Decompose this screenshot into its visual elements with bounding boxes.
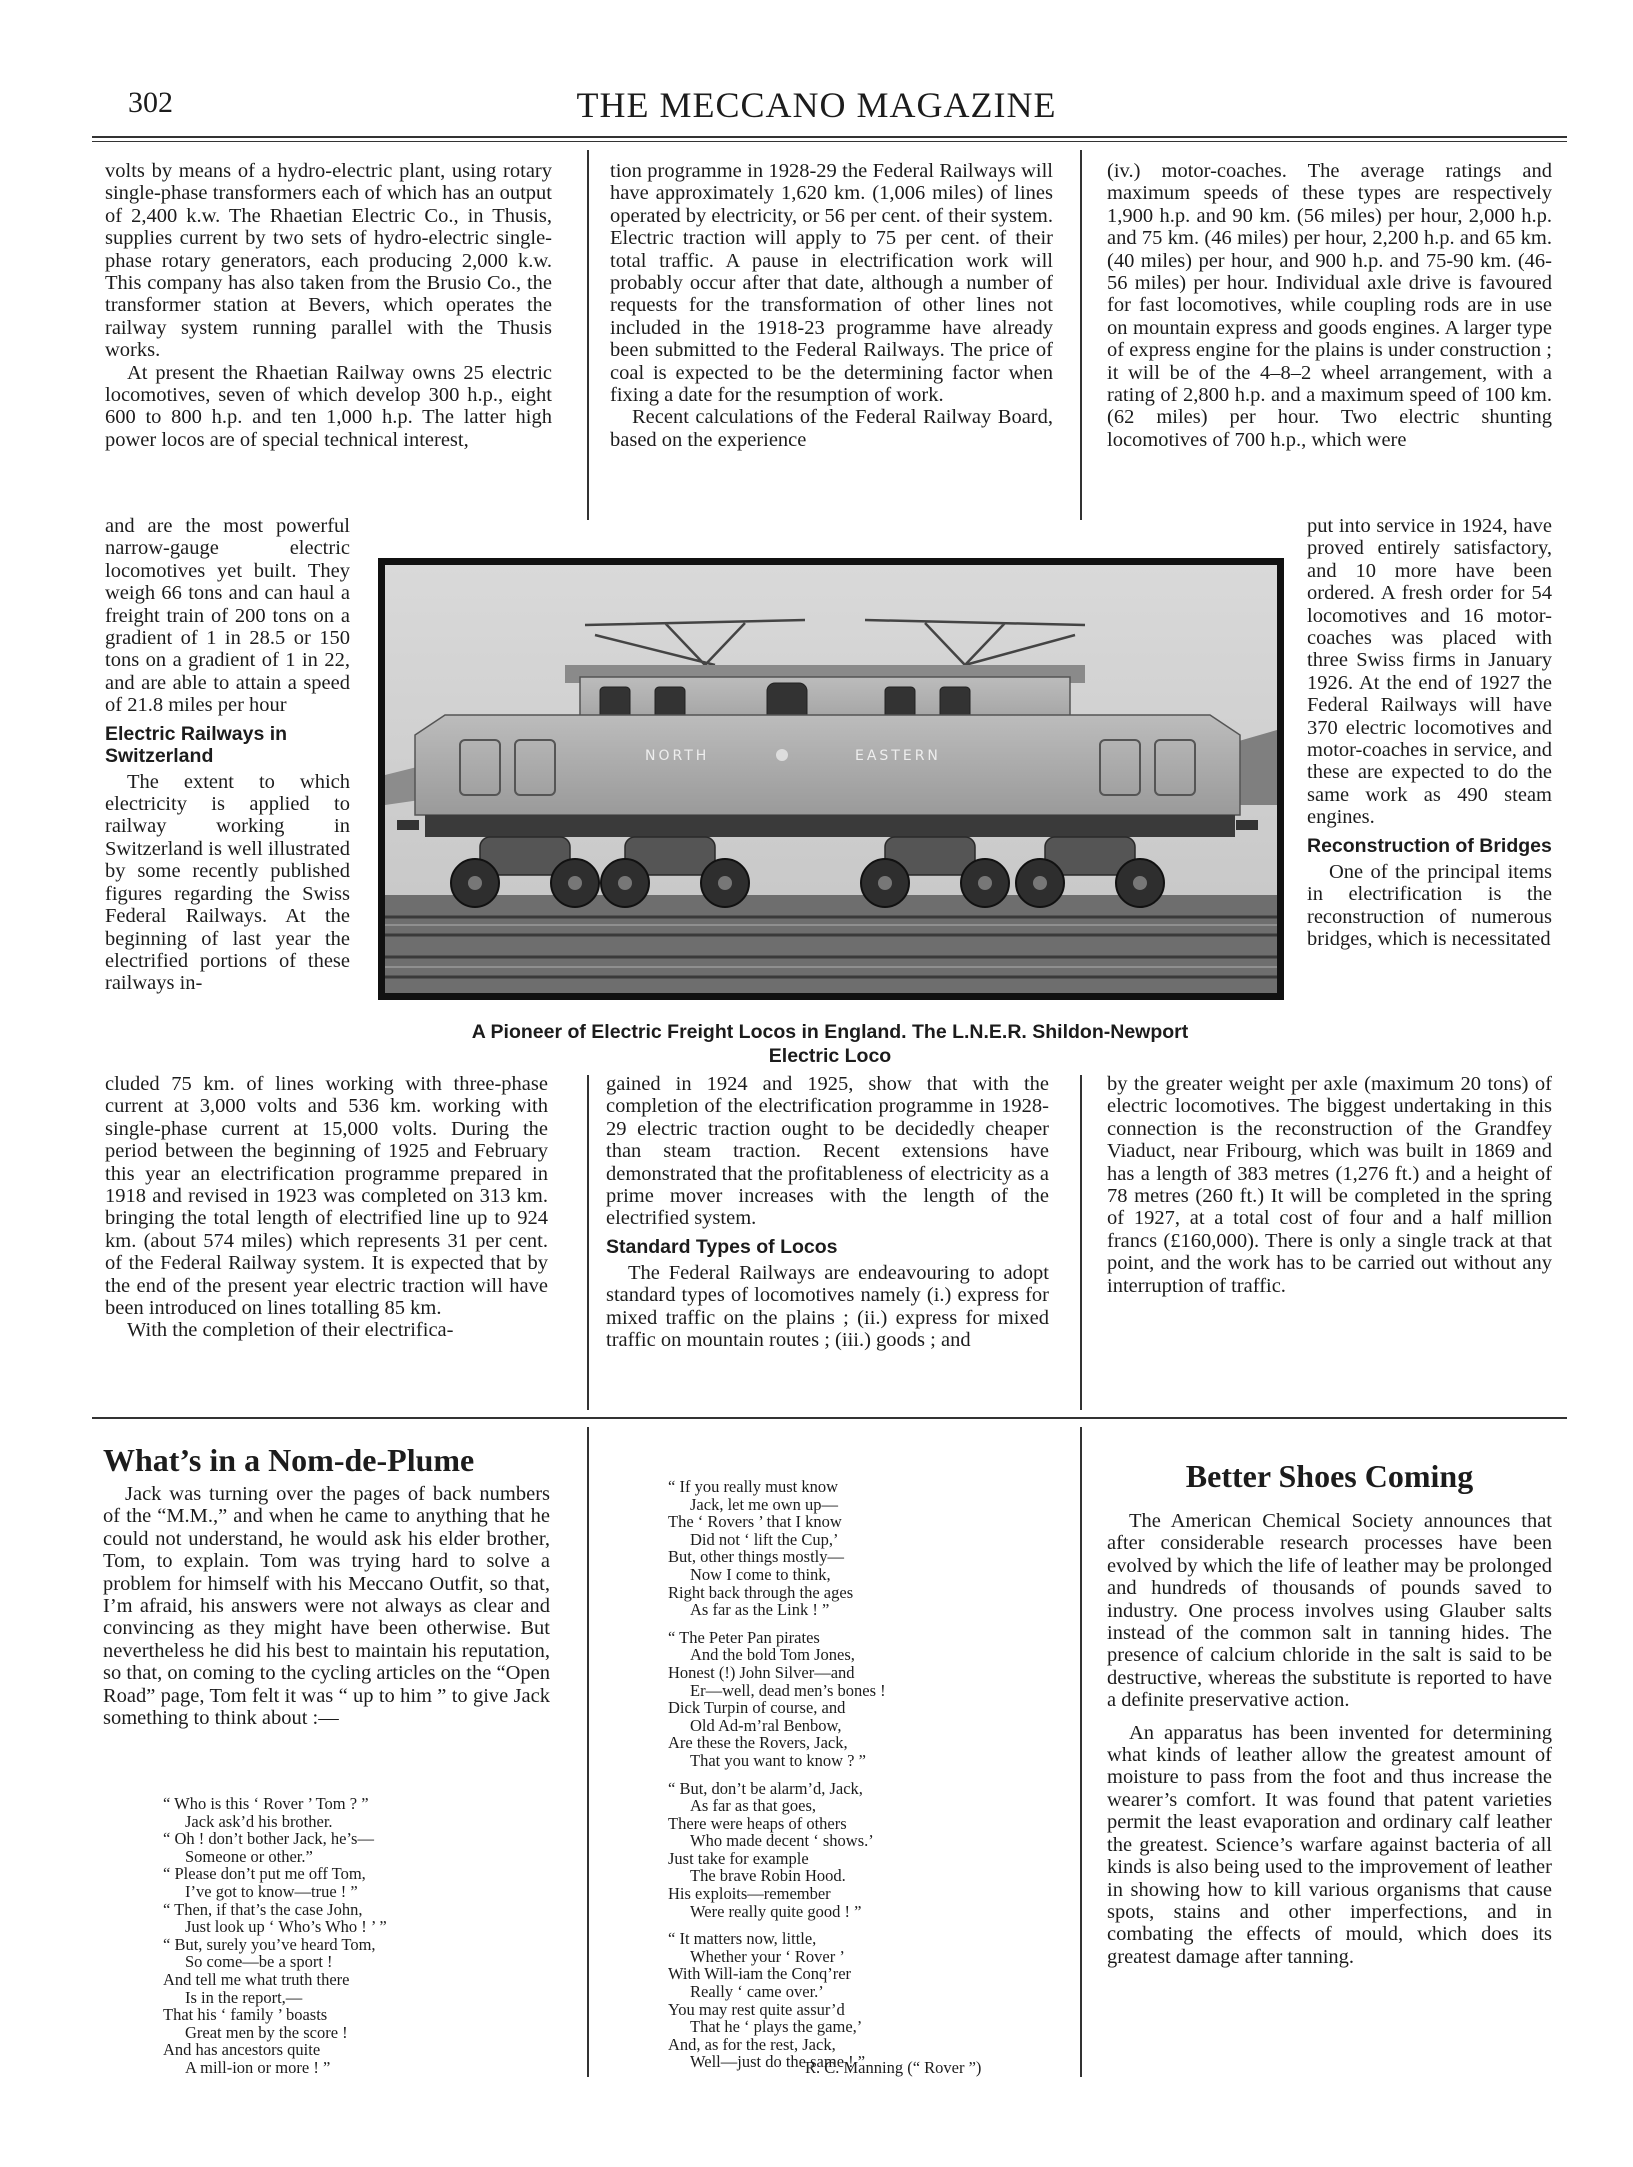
column-rule bbox=[587, 1427, 589, 2077]
poem-line: “ It matters now, little, bbox=[668, 1929, 817, 1949]
column-rule bbox=[587, 150, 589, 520]
header-rule-thin bbox=[92, 141, 1567, 142]
poem-line: His exploits—remember bbox=[668, 1884, 831, 1904]
poem-line: “ If you really must know bbox=[668, 1477, 839, 1496]
paragraph: The Federal Railways are endeavouring to adopt standard types of locomotives namely (i.) express for mixed traffic on the plains ; (ii.) express for mixed traffic on mountain routes ; (iii.) goods ; and bbox=[606, 1261, 1049, 1352]
paragraph: by the greater weight per axle (maximum 20 tons) of electric locomotives. The biggest undertaking in this connection is the reconstruction of the Grandfey Viaduct, near Fribourg, which was built in 1869 and has a length of 383 metres (1,276 ft.) and a height of 78 metres (260 ft.) It will be completed in the spring of 1927, at a total cost of four and a half million francs (£160,000). There is only a single track at that point, and the work has to be carried out without any interruption of traffic. bbox=[1107, 1073, 1552, 1297]
poem-line: “ The Peter Pan pirates bbox=[668, 1627, 820, 1647]
poem-line: And the bold Tom Jones, bbox=[690, 1645, 855, 1665]
poem-line: Old Ad-m’ral Benbow, bbox=[690, 1715, 842, 1735]
poem-line: The brave Robin Hood. bbox=[690, 1866, 846, 1886]
poem-line: The ‘ Rovers ’ that I know bbox=[668, 1512, 842, 1532]
shoes-body bbox=[1107, 1510, 1552, 1968]
poem-line: Dick Turpin of course, and bbox=[668, 1698, 846, 1718]
article-column-3-top bbox=[1107, 160, 1552, 451]
poem-line: There were heaps of others bbox=[668, 1813, 847, 1833]
section-rule bbox=[92, 1417, 1567, 1419]
paragraph: One of the principal items in electrification is the reconstruction of numerous bridges, which is necessitated bbox=[1307, 860, 1552, 950]
article-column-3-bottom bbox=[1107, 1073, 1552, 1297]
poem-line: Whether your ‘ Rover ’ bbox=[690, 1946, 845, 1966]
article-column-1-narrow bbox=[105, 515, 350, 995]
poem-line: As far as the Link ! ” bbox=[690, 1600, 830, 1620]
paragraph: At present the Rhaetian Railway owns 25 electric locomotives, seven of which develop 300 h.p., eight 600 to 800 h.p. and ten 1,000 h.p. The latter high power locos are of special technical interest, bbox=[105, 361, 552, 451]
paragraph: Jack was turning over the pages of back numbers of the “M.M.,” and when he came to anything that he could not understand, he would ask his elder brother, Tom, to explain. Tom was trying hard to solve a problem for himself with his Meccano Outfit, so that, I’m afraid, his answers were not always as clear and convincing as they might have been otherwise. But nevertheless he did his best to maintain his reputation, so that, on coming to the cycling articles on the “Open Road” page, Tom felt it was “ up to him ” to give Jack something to think about :— bbox=[103, 1483, 550, 1730]
loco-lettering-left: NORTH bbox=[645, 748, 710, 764]
poem-line: Who made decent ‘ shows.’ bbox=[690, 1831, 874, 1851]
paragraph: put into service in 1924, have proved entirely satisfactory, and 10 more have been ordered. A fresh order for 54 locomotives and 16 motor-coaches was placed with three Swiss firms in January 1926. At the end of 1927 the Federal Railways will have 370 electric locomotives and motor-coaches in service, and these are expected to do the same work as 490 steam engines. bbox=[1307, 515, 1552, 829]
poem-line: “ But, surely you’ve heard Tom, bbox=[163, 1934, 376, 1954]
paragraph: tion programme in 1928-29 the Federal Railways will have approximately 1,620 km. (1,006 miles) of lines operated by electricity, or 56 per cent. of their system. Electric traction will apply to 75 per cent. of their total traffic. A pause in electrification work will probably occur after that date, although a number of requests for the transformation of other lines not included in the 1918-23 programme have already been submitted to the Federal Railways. The price of coal is expected to be the determining factor when fixing a date for the resumption of work. bbox=[610, 160, 1053, 407]
poem-line: Just look up ‘ Who’s Who ! ’ ” bbox=[185, 1917, 387, 1937]
nom-de-plume-title: What’s in a Nom-de-Plume bbox=[103, 1442, 475, 1478]
article-column-1-bottom bbox=[105, 1073, 548, 1342]
article-column-3-narrow bbox=[1307, 515, 1552, 950]
photo-caption bbox=[360, 1020, 1300, 1068]
poem-line: Just take for example bbox=[668, 1848, 809, 1868]
section-heading: Electric Railways in Switzerland bbox=[105, 722, 288, 767]
poem-line: A mill-ion or more ! ” bbox=[185, 2057, 331, 2077]
poem-line bbox=[668, 1770, 1068, 1780]
poem-line: I’ve got to know—true ! ” bbox=[185, 1881, 358, 1901]
poem-line: As far as that goes, bbox=[690, 1796, 817, 1816]
page-number: 302 bbox=[128, 86, 173, 119]
shoes-title: Better Shoes Coming bbox=[1185, 1458, 1474, 1494]
poem-line: But, other things mostly— bbox=[668, 1547, 845, 1567]
column-rule bbox=[587, 1075, 589, 1410]
paragraph: Recent calculations of the Federal Railway Board, based on the experience bbox=[610, 406, 1053, 451]
paragraph: With the completion of their electrifica- bbox=[127, 1319, 454, 1342]
photo-caption-line: Electric Loco bbox=[768, 1045, 892, 1067]
article-column-2-top bbox=[610, 160, 1053, 451]
paragraph: The American Chemical Society announces that after considerable research processes have been evolved by which the life of leather may be prolonged and hundreds of thousands of pounds saved to industry. One process involves using Glauber salts instead of the common salt in tanning hides. The presence of calcium chloride in the salt is said to be destructive, whereas the substitute is reported to have a definite preservative action. bbox=[1107, 1510, 1552, 1712]
paragraph: volts by means of a hydro-electric plant, using rotary single-phase transformers each of which has an output of 2,400 k.w. The Rhaetian Electric Co., in Thusis, supplies current by two sets of hydro-electric single-phase rotary generators, each producing 2,000 k.w. This company has also taken from the Brusio Co., the transformer station at Bevers, which operates the railway system running parallel with the Thusis works. bbox=[105, 160, 552, 362]
column-rule bbox=[1080, 1427, 1082, 2077]
poem-line: Is in the report,— bbox=[185, 1987, 303, 2007]
poem-line: “ Oh ! don’t bother Jack, he’s— bbox=[163, 1829, 374, 1849]
poem-line: Someone or other.” bbox=[185, 1846, 313, 1866]
poem-line: Well—just do the same ! ” bbox=[690, 2052, 866, 2072]
poem-line: Jack, let me own up— bbox=[690, 1494, 839, 1514]
poem-signature: R. C. Manning (“ Rover ”) bbox=[805, 2058, 982, 2077]
paragraph: (iv.) motor-coaches. The average ratings and maximum speeds of these types are respectively 1,900 h.p. and 90 km. (56 miles) per hour, 2,000 h.p. and 75 km. (46 miles) per hour, 2,200 h.p. and 65 km. (40 miles) per hour, and 900 h.p. and 75-90 km. (46-56 miles) per hour. Individual axle drive is favoured for fast locomotives, while coupling rods are in use on mountain express and goods engines. A larger type of express engine for the plains is under construction ; it will be of the 4–8–2 wheel arrangement, with a rating of 2,800 h.p. and a maximum speed of 100 km. (62 miles) per hour. Two electric shunting locomotives of 700 h.p., which were bbox=[1107, 160, 1552, 451]
paragraph: The extent to which electricity is applied to railway working in Switzerland is well illustrated by some recently published figures regarding the Swiss Federal Railways. At the beginning of last year the electrified portions of these railways in- bbox=[105, 770, 350, 995]
poem-line: “ Who is this ‘ Rover ’ Tom ? ” bbox=[163, 1794, 369, 1813]
poem-line: “ But, don’t be alarm’d, Jack, bbox=[668, 1778, 863, 1798]
nom-de-plume-intro bbox=[103, 1483, 550, 1729]
photo-caption-line: A Pioneer of Electric Freight Locos in England. The L.N.E.R. Shildon-Newport bbox=[471, 1021, 1189, 1043]
poem-line: Really ‘ came over.’ bbox=[690, 1982, 824, 2002]
poem-line: Did not ‘ lift the Cup,’ bbox=[690, 1529, 839, 1549]
poem-line: “ Then, if that’s the case John, bbox=[163, 1899, 363, 1919]
poem-line: Were really quite good ! ” bbox=[690, 1901, 862, 1921]
article-column-1-top bbox=[105, 160, 552, 451]
header-rule bbox=[92, 136, 1567, 138]
poem-line: That he ‘ plays the game,’ bbox=[690, 2017, 863, 2037]
section-heading: Standard Types of Locos bbox=[606, 1235, 838, 1258]
poem-line: And tell me what truth there bbox=[163, 1969, 350, 1989]
poem-line: Er—well, dead men’s bones ! bbox=[690, 1680, 886, 1700]
poem-line: Are these the Rovers, Jack, bbox=[668, 1733, 848, 1753]
poem-right bbox=[668, 1478, 1068, 2071]
loco-lettering-right: EASTERN bbox=[855, 748, 941, 764]
poem-line: Jack ask’d his brother. bbox=[185, 1811, 333, 1831]
poem-line: That his ‘ family ’ boasts bbox=[163, 2005, 328, 2025]
poem-line: You may rest quite assur’d bbox=[668, 1999, 845, 2019]
locomotive-photo bbox=[378, 558, 1284, 1000]
poem-line: Right back through the ages bbox=[668, 1582, 854, 1602]
poem-line: And has ancestors quite bbox=[163, 2040, 321, 2060]
paragraph: gained in 1924 and 1925, show that with the completion of the electrification programme in 1928-29 electric traction ought to be decidedly cheaper than steam traction. Recent extensions have demonstrated that the profitableness of electricity as a prime mover increases with the length of the electrified system. bbox=[606, 1073, 1049, 1230]
article-column-2-bottom bbox=[606, 1073, 1049, 1351]
poem-line: So come—be a sport ! bbox=[185, 1952, 333, 1972]
column-rule bbox=[1080, 150, 1082, 520]
magazine-title: THE MECCANO MAGAZINE bbox=[576, 85, 1057, 125]
column-rule bbox=[1080, 1075, 1082, 1410]
electric-locomotive-illustration bbox=[385, 565, 1277, 993]
poem-line: With Will-iam the Conq’rer bbox=[668, 1964, 852, 1984]
paragraph: An apparatus has been invented for determining what kinds of leather allow the greatest amount of moisture to pass from the foot and thus increase the wearer’s comfort. It was found that patent varieties permit the least evaporation and ordinary calf leather the greatest. Science’s warfare against bacteria of all kinds is also being used to the improvement of leather in showing how to kill various organisms that cause spots, stains and other imperfections, and in combating the effects of mould, which does its greatest damage after tanning. bbox=[1107, 1721, 1552, 1968]
poem-line: Now I come to think, bbox=[690, 1564, 831, 1584]
section-heading: Reconstruction of Bridges bbox=[1307, 834, 1552, 857]
poem-left bbox=[163, 1795, 563, 2077]
poem-line: Honest (!) John Silver—and bbox=[668, 1662, 855, 1682]
poem-line: Great men by the score ! bbox=[185, 2022, 348, 2042]
poem-line: That you want to know ? ” bbox=[690, 1750, 866, 1770]
paragraph: cluded 75 km. of lines working with three-phase current at 3,000 volts and 536 km. working with single-phase current at 15,000 volts. During the period between the beginning of 1925 and February this year an electrification programme prepared in 1918 and revised in 1923 was completed on 313 km. bringing the total length of electrified line up to 924 km. (about 574 miles) which represents 31 per cent. of the Federal Railway system. It is expected that by the end of the present year electric traction will have been introduced on lines totalling 85 km. bbox=[105, 1073, 548, 1320]
poem-line: “ Please don’t put me off Tom, bbox=[163, 1864, 366, 1884]
paragraph: and are the most powerful narrow-gauge electric locomotives yet built. They weigh 66 tons and can haul a freight train of 200 tons on a gradient of 1 in 28.5 or 150 tons on a gradient of 1 in 22, and are able to attain a speed of 21.8 miles per hour bbox=[105, 515, 350, 717]
poem-line: And, as for the rest, Jack, bbox=[668, 2034, 836, 2054]
